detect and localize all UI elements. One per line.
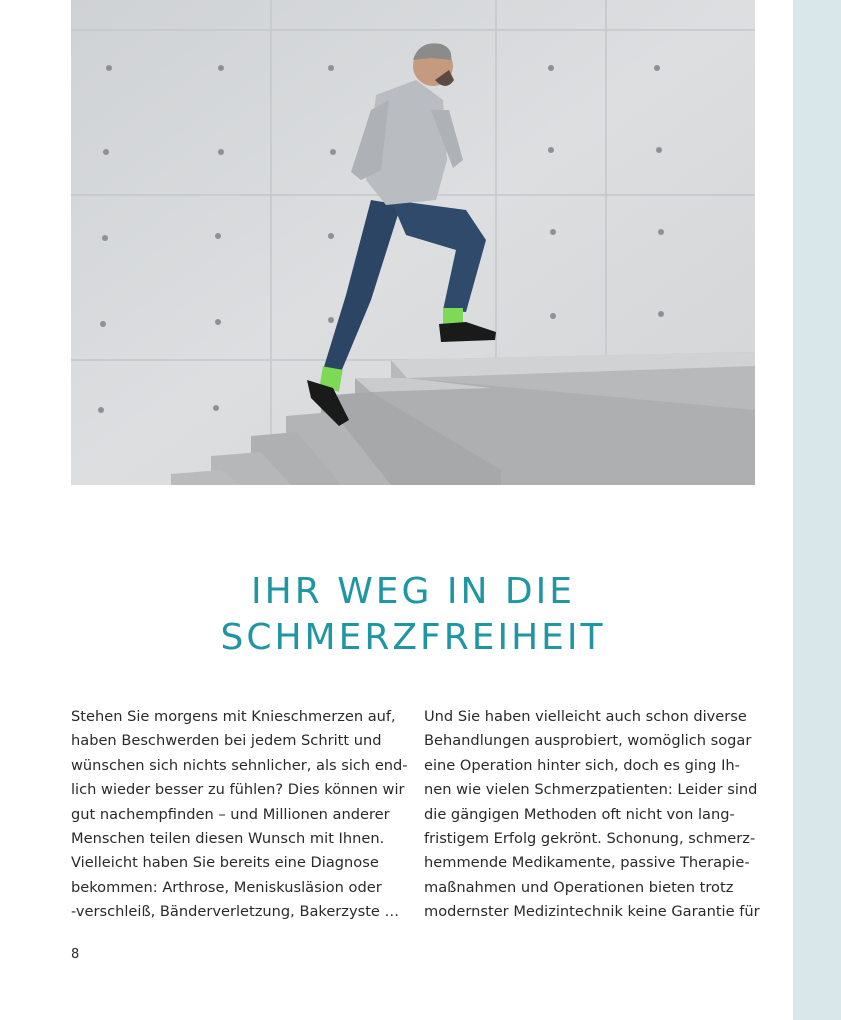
text-line: Behandlungen ausprobiert, womöglich sogar bbox=[424, 732, 752, 750]
text-line: nen wie vielen Schmerzpatienten: Leider sind bbox=[424, 781, 758, 799]
text-line: bekommen: Arthrose, Meniskusläsion oder bbox=[71, 878, 382, 896]
text-line: Stehen Sie morgens mit Knieschmerzen auf, bbox=[71, 708, 396, 725]
page-title-line-1: IHR WEG IN DIE bbox=[251, 571, 575, 613]
text-line: Menschen teilen diesen Wunsch mit Ihnen. bbox=[71, 830, 385, 848]
text-line: Und Sie haben vielleicht auch schon diverse bbox=[424, 708, 747, 725]
page-title bbox=[71, 569, 755, 661]
text-line: fristigem Erfolg gekrönt. Schonung, schmerz- bbox=[424, 830, 756, 848]
text-line: die gängigen Methoden oft nicht von lang- bbox=[424, 805, 735, 823]
hero-photo bbox=[71, 0, 755, 485]
text-line: wünschen sich nichts sehnlicher, als sich end- bbox=[71, 756, 408, 774]
text-line: -verschleiß, Bänderverletzung, Bakerzyste … bbox=[71, 903, 400, 921]
text-line: Vielleicht haben Sie bereits eine Diagnose bbox=[71, 854, 379, 872]
text-line: lich wieder besser zu fühlen? Dies können wir bbox=[71, 781, 405, 799]
text-line: gut nachempfinden – und Millionen anderer bbox=[71, 805, 390, 823]
text-line: haben Beschwerden bei jedem Schritt und bbox=[71, 732, 382, 750]
body-column-right bbox=[424, 705, 764, 925]
text-line: maßnahmen und Operationen bieten trotz bbox=[424, 878, 734, 896]
side-color-band bbox=[793, 0, 841, 1020]
text-line: modernster Medizintechnik keine Garantie für bbox=[424, 903, 760, 921]
page-title-line-2: SCHMERZFREIHEIT bbox=[220, 617, 606, 659]
text-line: hemmende Medikamente, passive Therapie- bbox=[424, 854, 750, 872]
text-line: eine Operation hinter sich, doch es ging Ih- bbox=[424, 756, 740, 774]
body-column-left bbox=[71, 705, 411, 925]
page-number: 8 bbox=[71, 947, 80, 962]
